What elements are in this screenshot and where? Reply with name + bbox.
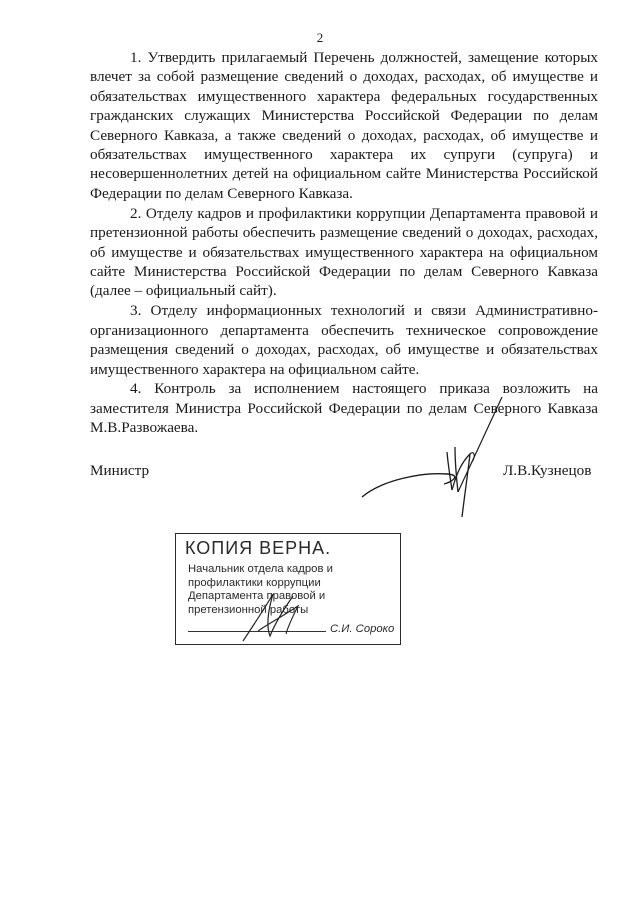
stamp-line-1: Начальник отдела кадров и <box>188 563 333 575</box>
page-number: 2 <box>316 30 324 45</box>
minister-title: Министр <box>90 462 150 479</box>
copy-verified-stamp <box>175 533 401 645</box>
document-body <box>90 48 598 438</box>
minister-signature-icon <box>352 392 522 522</box>
stamp-line-3: Департамента правовой и <box>188 590 326 603</box>
stamp-line-4: претензионной работы <box>188 603 309 616</box>
stamp-signer-name: С.И. Сороко <box>330 623 395 635</box>
stamp-line-2: профилактики коррупции <box>188 576 321 589</box>
stamp-title: КОПИЯ ВЕРНА. <box>185 538 332 558</box>
paragraph-2: 2. Отделу кадров и профилактики коррупции Департамента правовой и претензионной работы обеспечить размещение сведений о доходах, расходах, об имуществе и обязательствах имущественного характера на официальном сайте Министерства Российской Федерации по делам Северного Кавказа (далее – официальный сайт). <box>90 204 598 300</box>
paragraph-1: 1. Утвердить прилагаемый Перечень должностей, замещение которых влечет за собой размещение сведений о доходах, расходах, об имуществе и обязательствах имущественного характера федеральных государственных гражданских служащих Министерства Российской Федерации по делам Северного Кавказа, а также сведений о доходах, расходах, об имуществе и обязательствах имущественного характера их супруги (супруга) и несовершеннолетних детей на официальном сайте Министерства Российской Федерации по делам Северного Кавказа. <box>90 49 598 202</box>
stamp-signature-icon <box>238 586 318 646</box>
minister-name: Л.В.Кузнецов <box>503 462 592 479</box>
paragraph-3: 3. Отделу информационных технологий и связи Административно-организационного департамента обеспечить техническое сопровождение размещения сведений о доходах, расходах, об имуществе и обязательствах имущественного характера на официальном сайте. <box>90 302 598 378</box>
paragraph-4: 4. Контроль за исполнением настоящего приказа возложить на заместителя Министра Российской Федерации по делам Северного Кавказа М.В.Развожаева. <box>90 380 598 437</box>
